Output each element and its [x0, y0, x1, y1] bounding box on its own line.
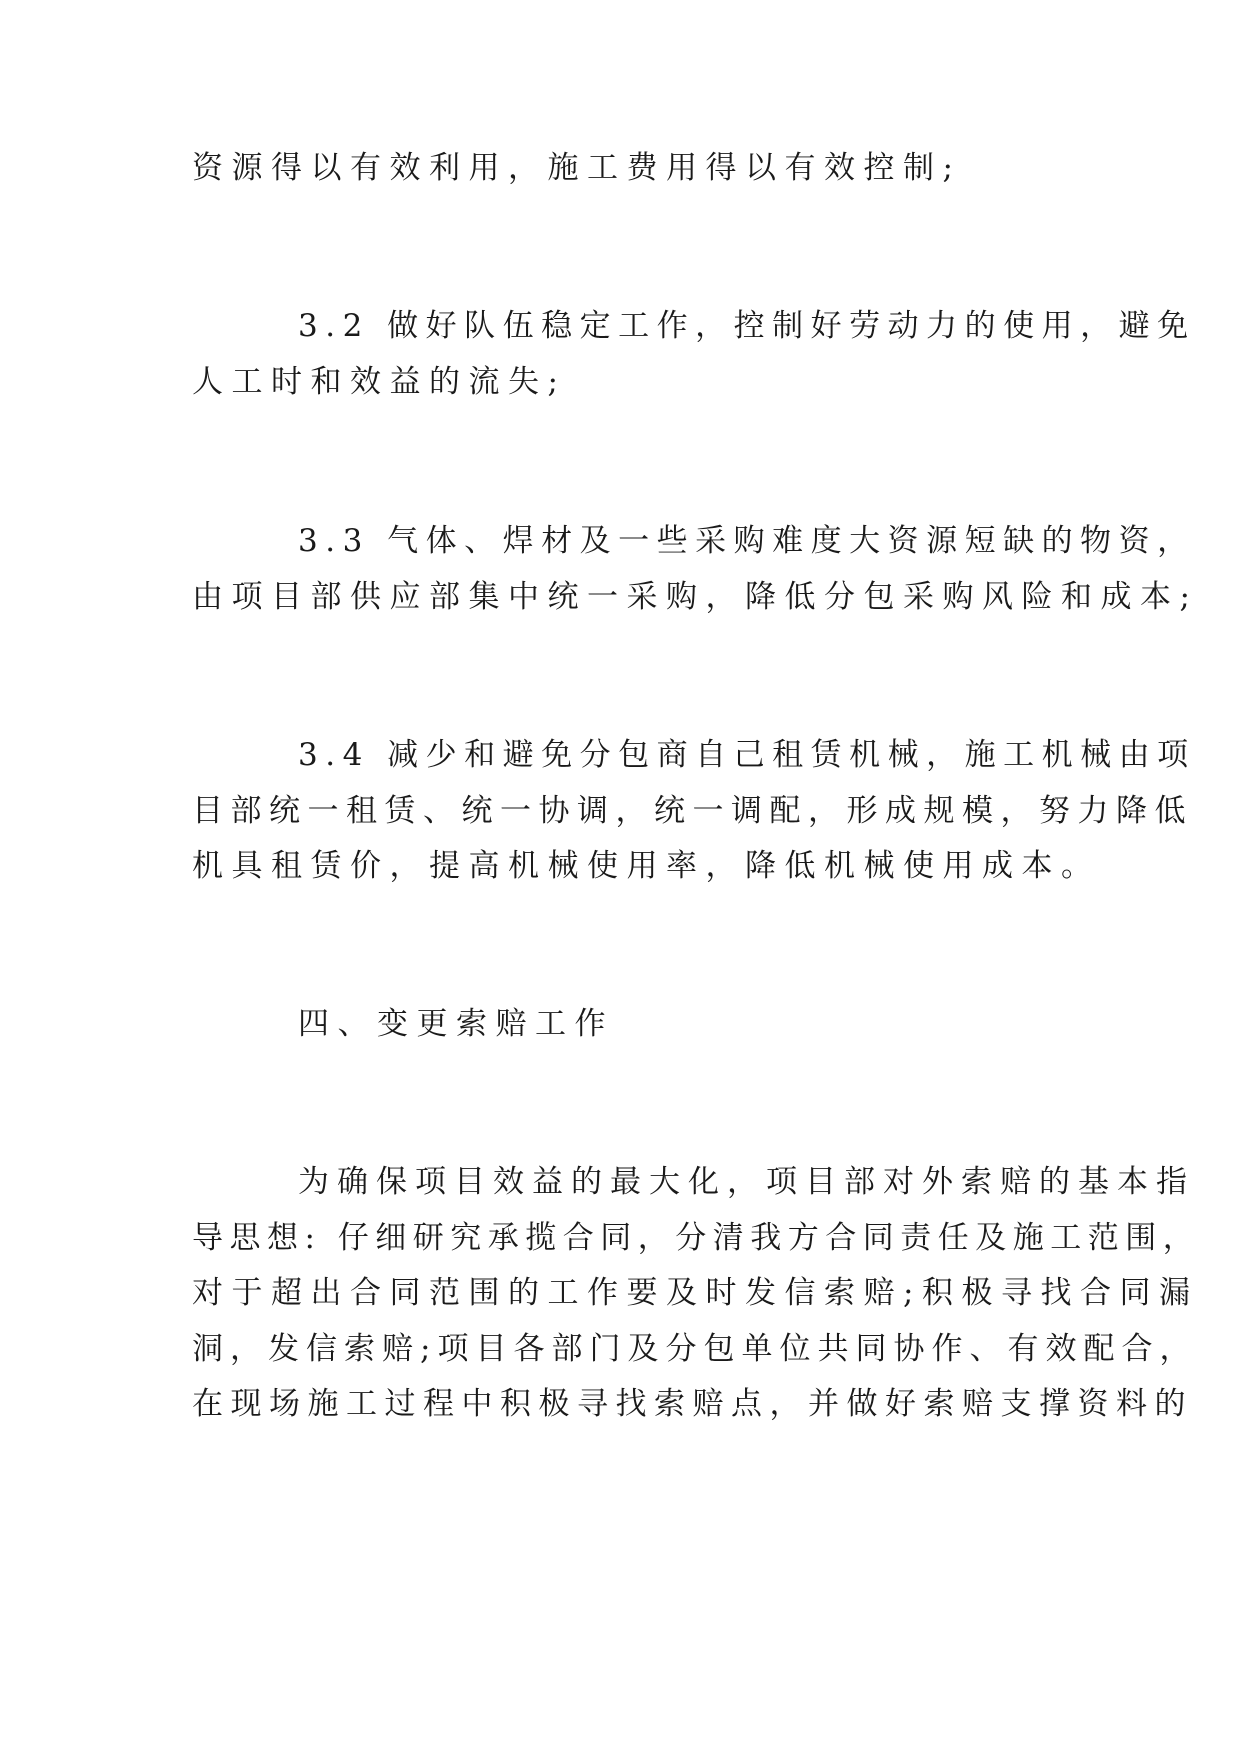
text-line: 在现场施工过程中积极寻找索赔点，并做好索赔支撑资料的 [192, 1386, 1193, 1422]
text-line: 为确保项目效益的最大化，项目部对外索赔的基本指 [298, 1164, 1195, 1200]
text-line: 人工时和效益的流失; [192, 364, 567, 400]
text-line: 3.4 减少和避免分包商自己租赁机械，施工机械由项 [298, 737, 1196, 773]
text-line: 机具租赁价，提高机械使用率，降低机械使用成本。 [192, 848, 1101, 884]
text-line: 3.3 气体、焊材及一些采购难度大资源短缺的物资， [298, 523, 1196, 559]
text-line: 目部统一租赁、统一协调，统一调配，形成规模，努力降低 [192, 793, 1193, 829]
section-heading: 四、变更索赔工作 [298, 1006, 614, 1042]
text-line: 导思想: 仔细研究承揽合同，分清我方合同责任及施工范围， [192, 1220, 1201, 1256]
text-line: 3.2 做好队伍稳定工作，控制好劳动力的使用，避免 [298, 308, 1196, 344]
text-line: 由项目部供应部集中统一采购，降低分包采购风险和成本; [192, 579, 1199, 615]
text-line: 洞，发信索赔;项目各部门及分包单位共同协作、有效配合， [192, 1331, 1198, 1367]
text-line: 资源得以有效利用，施工费用得以有效控制; [192, 150, 962, 186]
text-line: 对于超出合同范围的工作要及时发信索赔;积极寻找合同漏 [192, 1275, 1199, 1311]
